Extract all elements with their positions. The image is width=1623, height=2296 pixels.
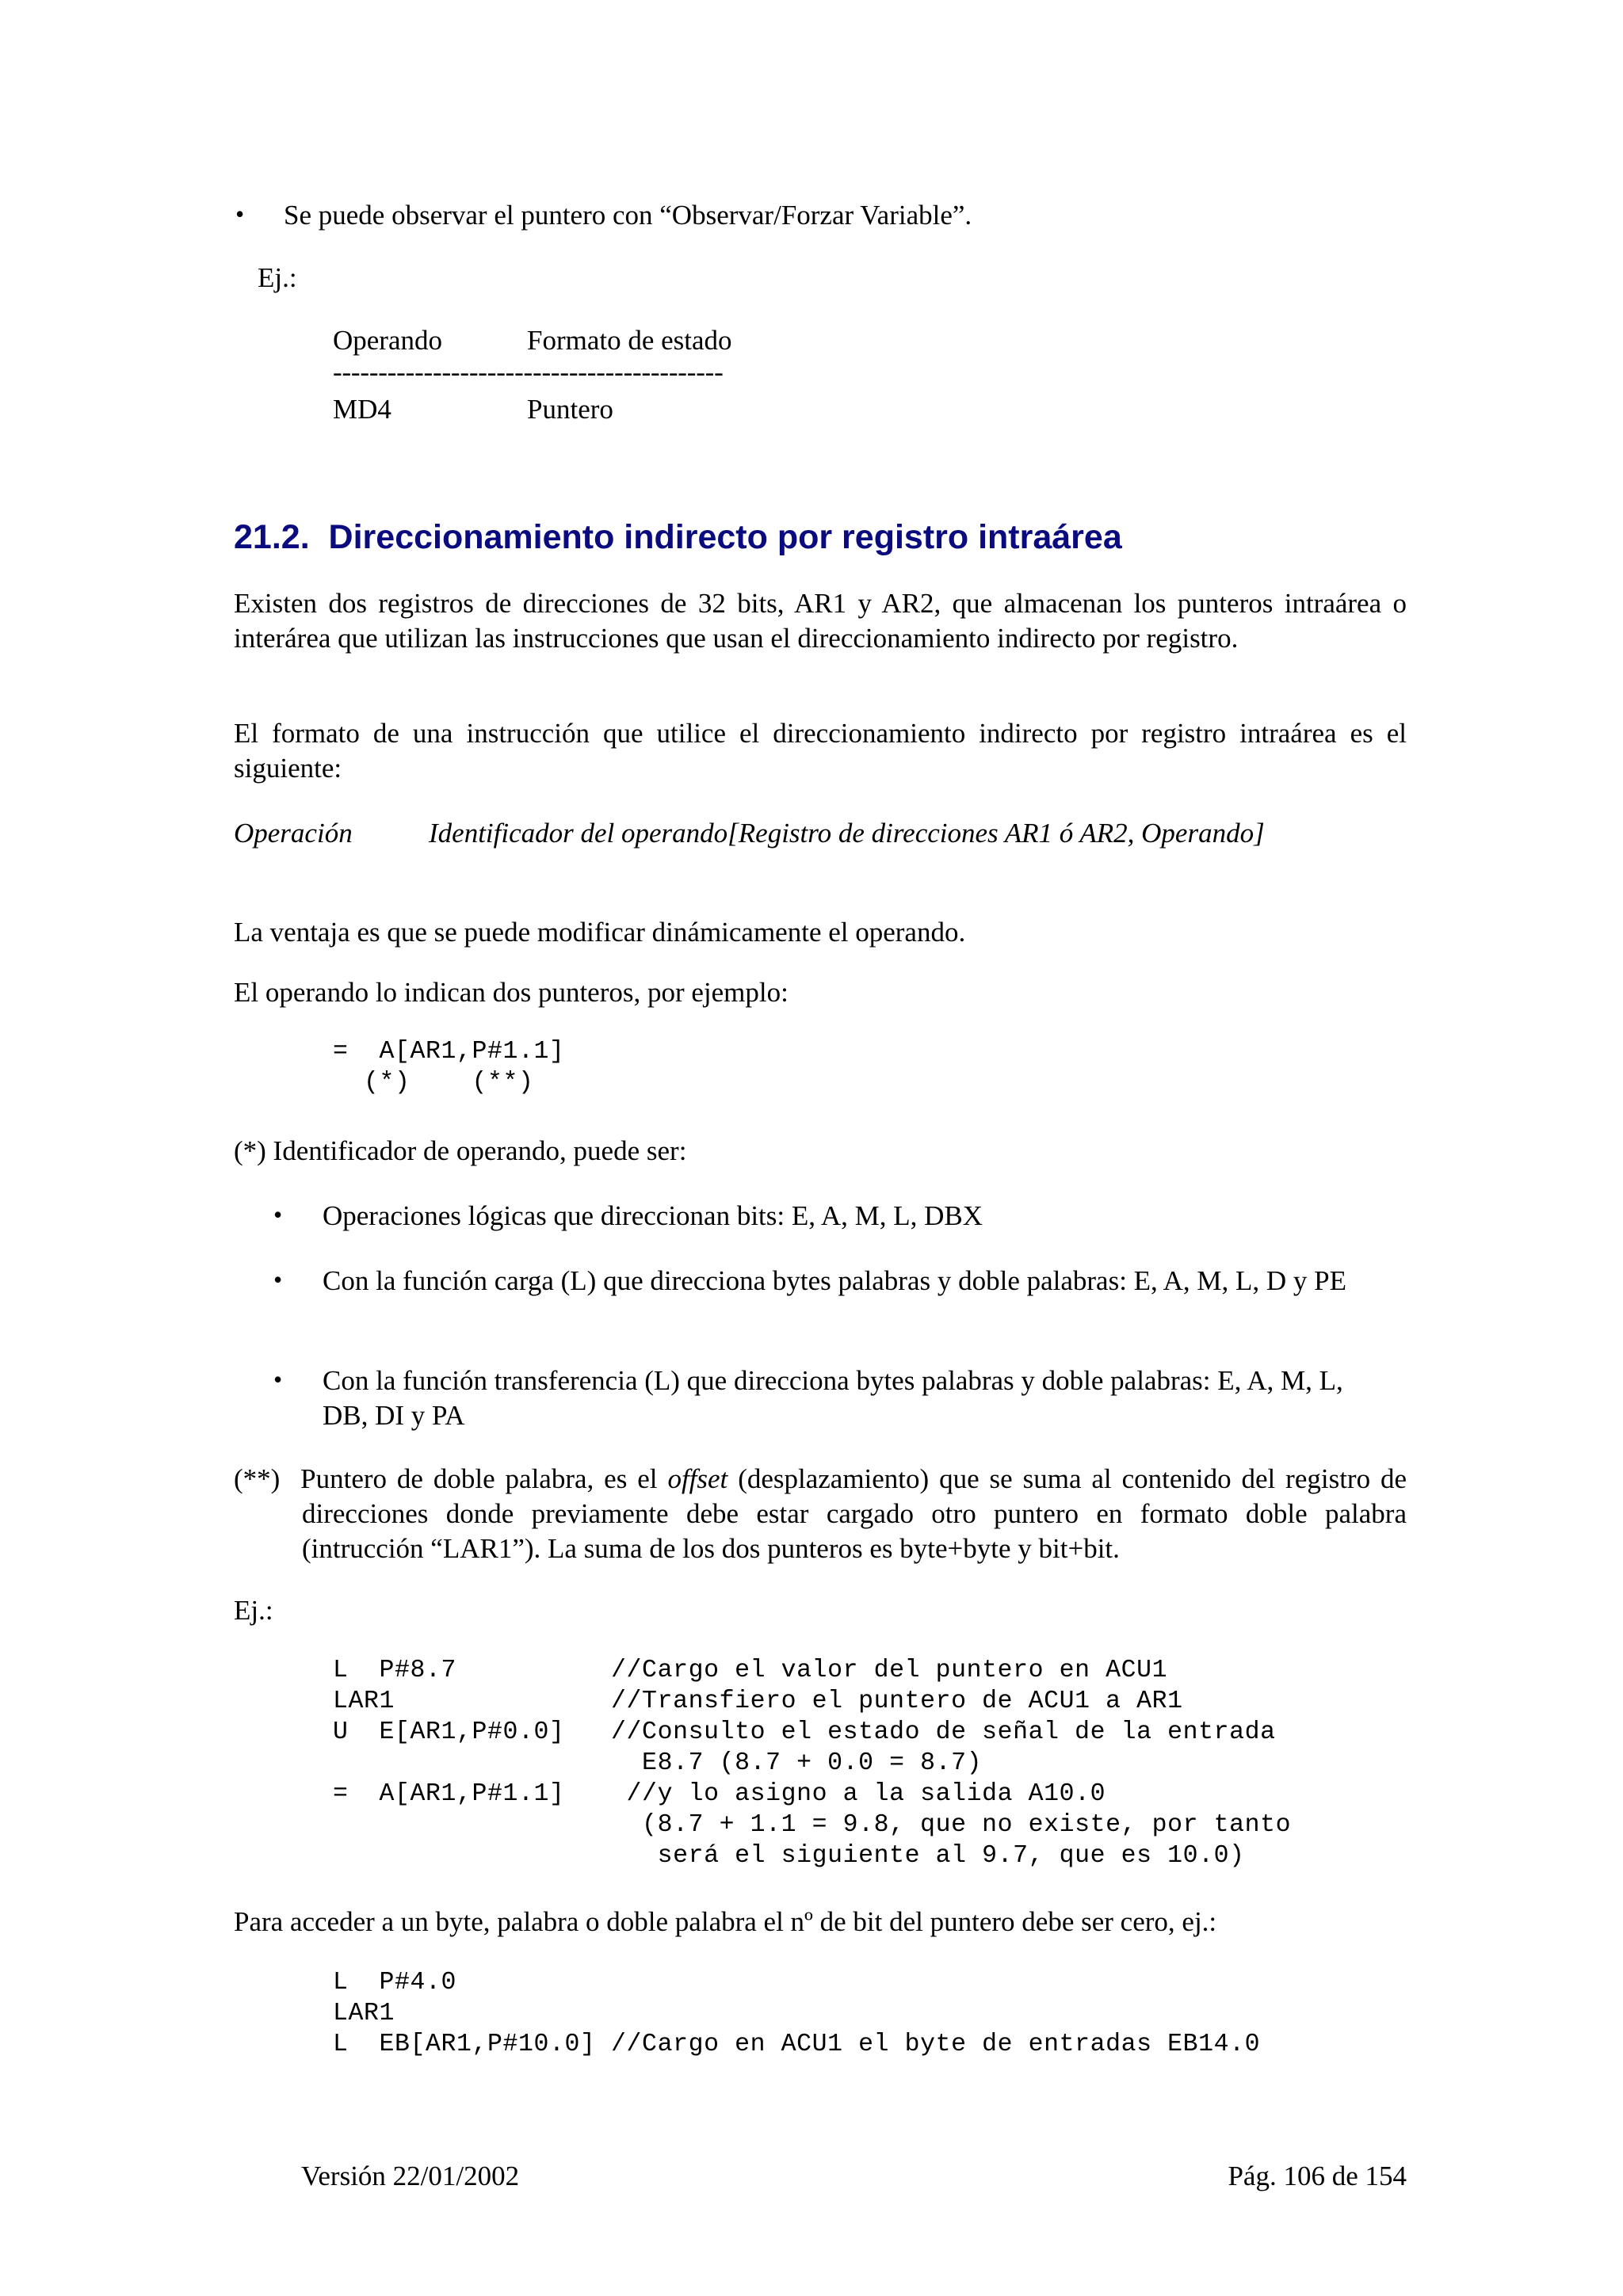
bullet-dot: •: [235, 200, 245, 228]
example-label: Ej.:: [234, 1595, 273, 1626]
format-identifier: Identificador del operando[Registro de direcciones AR1 ó AR2, Operando]: [429, 818, 1265, 849]
bullet-dot: •: [273, 1265, 283, 1294]
paragraph-registers: Existen dos registros de direcciones de 32 bits, AR1 y AR2, que almacenan los punteros intraárea o interárea que utilizan las instrucciones que usan el direccionamiento indirecto por registro.: [234, 588, 1407, 654]
code-line: E8.7 (8.7 + 0.0 = 8.7): [333, 1749, 983, 1777]
code-line: L EB[AR1,P#10.0] //Cargo en ACU1 el byte de entradas EB14.0: [333, 2031, 1261, 2058]
table-cell-format: Puntero: [527, 394, 613, 425]
paragraph-byte-access: Para acceder a un byte, palabra o doble palabra el nº de bit del puntero debe ser cero, ej.:: [234, 1906, 1217, 1937]
table-header-operand: Operando: [333, 325, 443, 356]
pointer-note-offset: offset: [667, 1463, 728, 1494]
code-line: será el siguiente al 9.7, que es 10.0): [333, 1842, 1245, 1870]
code-line: L P#8.7 //Cargo el valor del puntero en ACU1: [333, 1657, 1168, 1684]
top-bullet-text: Se puede observar el puntero con “Observar/Forzar Variable”.: [284, 200, 972, 231]
section-title: Direccionamiento indirecto por registro intraárea: [328, 518, 1122, 556]
bullet-dot: •: [273, 1200, 283, 1229]
bullet-dot: •: [273, 1365, 283, 1394]
format-operation: Operación: [234, 818, 353, 849]
paragraph-format: El formato de una instrucción que utilice el direccionamiento indirecto por registro intraárea es el siguiente:: [234, 718, 1407, 784]
list-item: Con la función transferencia (L) que direcciona bytes palabras y doble palabras: E, A, M, L, DB, DI y PA: [323, 1365, 1343, 1431]
list-item: Con la función carga (L) que direcciona bytes palabras y doble palabras: E, A, M, L, D y PE: [323, 1265, 1347, 1296]
code-line: L P#4.0: [333, 1969, 457, 1997]
example-label: Ej.:: [258, 262, 297, 293]
code-line: LAR1 //Transfiero el puntero de ACU1 a AR1: [333, 1688, 1183, 1715]
section-number: 21.2.: [234, 518, 310, 556]
footer-page-number: Pág. 106 de 154: [1228, 2161, 1407, 2191]
code-line: U E[AR1,P#0.0] //Consulto el estado de señal de la entrada: [333, 1718, 1276, 1746]
pointer-note-prefix: (**): [234, 1463, 281, 1494]
code-line: = A[AR1,P#1.1]: [333, 1038, 565, 1066]
paragraph-advantage: La ventaja es que se puede modificar dinámicamente el operando.: [234, 917, 966, 948]
paragraph-two-pointers: El operando lo indican dos punteros, por ejemplo:: [234, 977, 789, 1008]
footer-version: Versión 22/01/2002: [301, 2161, 520, 2191]
pointer-note: [234, 1462, 1407, 1566]
identifier-intro: (*) Identificador de operando, puede ser:: [234, 1135, 687, 1166]
pointer-note-text-after: (desplazamiento) que se suma al contenido del registro de direcciones donde previamente debe estar cargado otro puntero en formato doble palabra (intrucción “LAR1”). La suma de los dos punteros es byte+byte y bit+bit.: [302, 1463, 1407, 1564]
code-line: = A[AR1,P#1.1] //y lo asigno a la salida A10.0: [333, 1780, 1106, 1808]
section-heading: [234, 517, 1122, 558]
table-cell-operand: MD4: [333, 394, 391, 425]
code-line: (*) (**): [333, 1069, 534, 1097]
code-line: LAR1: [333, 2000, 395, 2027]
table-divider: -------------------------------------------: [333, 357, 724, 387]
list-item: Operaciones lógicas que direccionan bits: E, A, M, L, DBX: [323, 1200, 983, 1231]
table-header-format: Formato de estado: [527, 325, 732, 356]
code-line: (8.7 + 1.1 = 9.8, que no existe, por tanto: [333, 1811, 1292, 1839]
pointer-note-text-before: Puntero de doble palabra, es el: [300, 1463, 658, 1494]
